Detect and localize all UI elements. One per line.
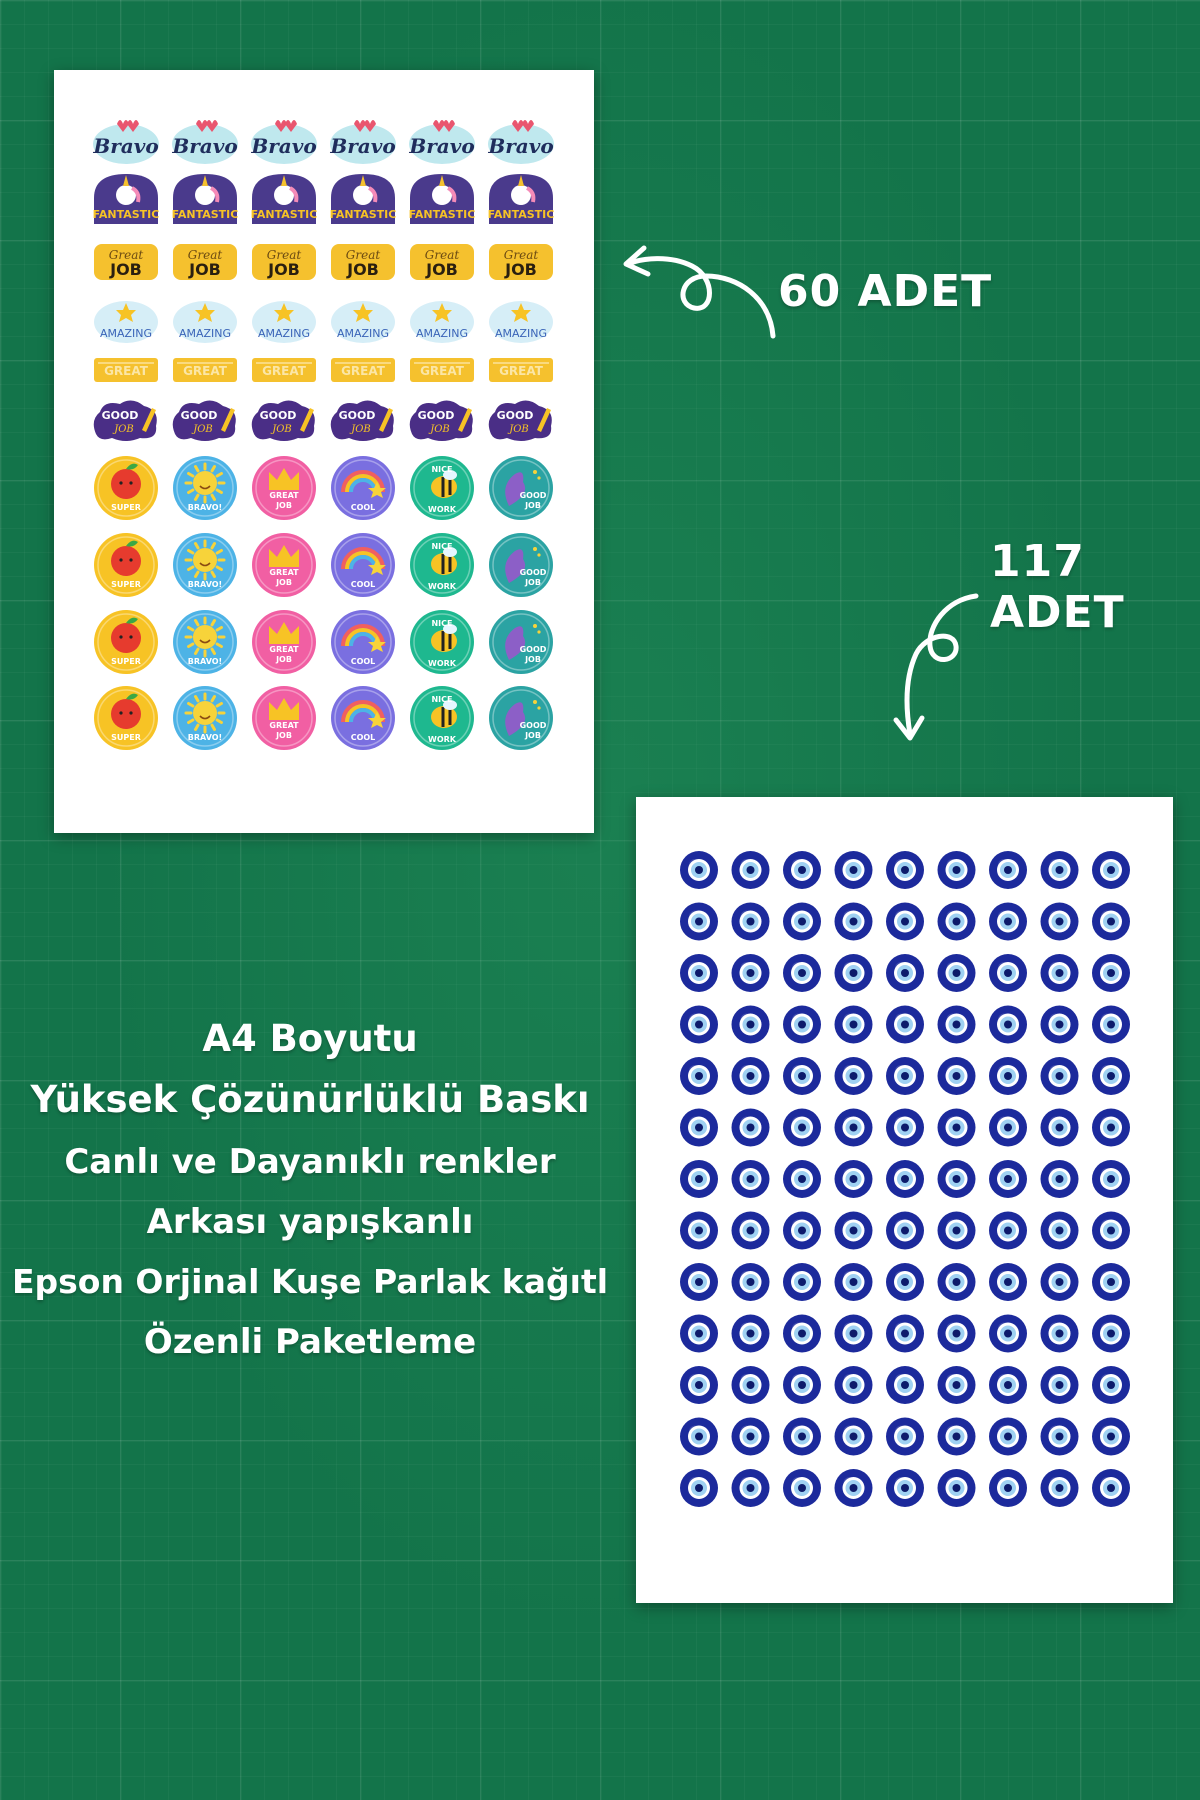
sticker-label: FANTASTIC	[408, 208, 476, 221]
sticker	[487, 120, 554, 164]
evil-eye-icon	[1041, 954, 1079, 992]
evil-eye-icon	[1092, 954, 1130, 992]
evil-eye-icon	[835, 1057, 873, 1095]
sticker	[410, 610, 474, 674]
evil-eye-icon	[989, 1057, 1027, 1095]
evil-eye-icon	[1092, 1469, 1130, 1507]
sticker	[94, 244, 158, 280]
sticker-label: Great	[503, 248, 539, 262]
sticker-label-line: GOOD	[519, 568, 547, 577]
sticker-label-line: NICE	[431, 695, 453, 704]
evil-eye-icon	[938, 954, 976, 992]
sticker-label: JOB	[193, 424, 213, 435]
evil-eye-icon	[886, 1366, 924, 1404]
sticker-label: JOB	[110, 260, 142, 279]
evil-eye-icon	[886, 1469, 924, 1507]
sticker-label: JOB	[347, 260, 379, 279]
sticker-label-line: WORK	[428, 735, 456, 744]
sticker	[173, 610, 237, 674]
sticker-label: FANTASTIC	[329, 208, 397, 221]
evil-eye-icon	[886, 1006, 924, 1044]
evil-eye-icon	[989, 1469, 1027, 1507]
sticker-label: Bravo	[172, 134, 238, 158]
evil-eye-icon	[732, 1057, 770, 1095]
sticker-label: FANTASTIC	[171, 208, 239, 221]
sticker	[410, 358, 474, 382]
sticker	[94, 533, 158, 597]
sticker-label: AMAZING	[178, 327, 232, 340]
evil-eye-icon	[1092, 1212, 1130, 1250]
evil-eye-icon	[886, 1212, 924, 1250]
evil-eye-icon	[835, 1469, 873, 1507]
achievement-sticker-sheet	[54, 70, 594, 833]
curved-arrow-icon	[876, 588, 996, 748]
sticker	[252, 301, 316, 343]
sticker-label: AMAZING	[415, 327, 469, 340]
evil-eye-icon	[886, 1057, 924, 1095]
sticker-label: GREAT	[420, 364, 464, 378]
feature-item: Özenli Paketleme	[143, 1322, 477, 1362]
sticker	[173, 301, 237, 343]
sticker-label-line: JOB	[525, 655, 541, 664]
sticker	[93, 174, 160, 224]
sticker-label: JOB	[272, 424, 292, 435]
sticker-label: GOOD	[180, 409, 218, 422]
evil-eye-icon	[938, 1212, 976, 1250]
sticker-label: Great	[266, 248, 302, 262]
sticker-label-line: GOOD	[519, 721, 547, 730]
sticker-label: SUPER	[111, 657, 141, 666]
evil-eye-icon	[732, 1366, 770, 1404]
evil-eye-icon	[1092, 1366, 1130, 1404]
evil-eye-icon	[1092, 1315, 1130, 1353]
sticker-label: COOL	[350, 503, 376, 512]
sticker-label: Great	[187, 248, 223, 262]
evil-eye-icon	[835, 1418, 873, 1456]
evil-eye-icon	[680, 1263, 718, 1301]
sticker	[252, 358, 316, 382]
evil-eye-icon	[989, 1263, 1027, 1301]
sticker-label-line: JOB	[276, 501, 292, 510]
evil-eye-icon	[732, 1109, 770, 1147]
sticker-label: SUPER	[111, 733, 141, 742]
evil-eye-icon	[783, 1109, 821, 1147]
sticker-label: GREAT	[262, 364, 306, 378]
evil-eye-icon	[1041, 1006, 1079, 1044]
evil-eye-icon	[938, 1263, 976, 1301]
evil-eye-icon	[989, 1006, 1027, 1044]
sticker-label: Great	[108, 248, 144, 262]
sticker-label: AMAZING	[257, 327, 311, 340]
sticker	[252, 456, 316, 520]
sticker	[488, 174, 555, 224]
evil-eye-icon	[732, 851, 770, 889]
sticker	[172, 174, 239, 224]
sticker	[252, 610, 316, 674]
evil-eye-icon	[835, 1212, 873, 1250]
sticker-label: Great	[424, 248, 460, 262]
sticker	[489, 610, 553, 674]
sticker-label: COOL	[350, 580, 376, 589]
sticker-label-line: NICE	[431, 542, 453, 551]
evil-eye-icon	[989, 1366, 1027, 1404]
evil-eye-icon	[783, 1057, 821, 1095]
evil-eye-icon	[886, 903, 924, 941]
evil-eye-icon	[835, 1109, 873, 1147]
evil-eye-icon	[783, 1263, 821, 1301]
sticker	[252, 533, 316, 597]
evil-eye-sticker-sheet	[636, 797, 1173, 1603]
evil-eye-icon	[835, 954, 873, 992]
evil-eye-icon	[938, 1006, 976, 1044]
evil-eye-icon	[680, 1418, 718, 1456]
sticker-label: GREAT	[499, 364, 543, 378]
evil-eye-icon	[938, 851, 976, 889]
evil-eye-icon	[886, 1315, 924, 1353]
evil-eye-icon	[835, 903, 873, 941]
sticker-label: JOB	[505, 260, 537, 279]
evil-eye-icon	[732, 1263, 770, 1301]
sticker-label: Bravo	[488, 134, 554, 158]
sticker-label: BRAVO!	[187, 503, 223, 512]
sticker-label: JOB	[430, 424, 450, 435]
evil-eye-icon	[835, 851, 873, 889]
sticker	[409, 174, 476, 224]
sticker-label-line: WORK	[428, 582, 456, 591]
sticker-label: JOB	[189, 260, 221, 279]
evil-eye-icon	[680, 903, 718, 941]
evil-eye-icon	[732, 1212, 770, 1250]
evil-eye-icon	[680, 1315, 718, 1353]
sticker	[331, 358, 395, 382]
sticker	[331, 610, 395, 674]
sticker-label: JOB	[351, 424, 371, 435]
sticker	[489, 244, 553, 280]
evil-eye-icon	[1041, 1212, 1079, 1250]
sticker	[489, 400, 552, 441]
evil-eye-icon	[989, 851, 1027, 889]
sticker-label-line: JOB	[525, 731, 541, 740]
evil-eye-icon	[989, 1160, 1027, 1198]
evil-eye-icon	[938, 1418, 976, 1456]
sticker	[408, 120, 475, 164]
evil-eye-icon	[989, 954, 1027, 992]
evil-eye-icon	[886, 851, 924, 889]
sticker	[92, 120, 159, 164]
sticker-label: BRAVO!	[187, 733, 223, 742]
evil-eye-icon	[938, 1160, 976, 1198]
evil-eye-icon	[989, 1212, 1027, 1250]
sticker-label: JOB	[426, 260, 458, 279]
evil-eye-icon	[1092, 1006, 1130, 1044]
sticker-label: GOOD	[101, 409, 139, 422]
sticker-label: GREAT	[183, 364, 227, 378]
evil-eye-icon	[1041, 1469, 1079, 1507]
sticker	[173, 244, 237, 280]
feature-item: Yüksek Çözünürlüklü Baskı	[30, 1078, 590, 1121]
feature-item: Canlı ve Dayanıklı renkler	[64, 1142, 556, 1182]
sticker-label: JOB	[114, 424, 134, 435]
sticker	[173, 400, 236, 441]
sticker	[329, 120, 396, 164]
sticker	[331, 686, 395, 750]
evil-eye-icon	[783, 903, 821, 941]
sticker	[410, 400, 473, 441]
evil-eye-icon	[886, 1109, 924, 1147]
evil-eye-icon	[835, 1315, 873, 1353]
sticker	[252, 686, 316, 750]
evil-eye-icon	[938, 1057, 976, 1095]
evil-eye-icon	[886, 1160, 924, 1198]
sticker	[410, 456, 474, 520]
sticker-label-line: WORK	[428, 505, 456, 514]
evil-eye-icon	[1041, 1315, 1079, 1353]
evil-eye-icon	[1092, 1418, 1130, 1456]
sticker-label-line: NICE	[431, 465, 453, 474]
feature-item: Arkası yapışkanlı	[146, 1202, 474, 1242]
curved-arrow-icon	[620, 236, 780, 346]
sticker	[331, 400, 394, 441]
evil-eye-sticker-grid	[636, 797, 1173, 1603]
sticker-label: FANTASTIC	[487, 208, 555, 221]
sticker-label-line: JOB	[276, 731, 292, 740]
evil-eye-icon	[938, 1469, 976, 1507]
evil-eye-icon	[680, 1109, 718, 1147]
achievement-sticker-grid	[54, 70, 594, 833]
evil-eye-icon	[1041, 851, 1079, 889]
sticker-label-line: GOOD	[519, 491, 547, 500]
sticker	[489, 533, 553, 597]
sticker-count-label: 117 ADET	[990, 536, 1125, 638]
evil-eye-icon	[1041, 903, 1079, 941]
evil-eye-icon	[732, 1469, 770, 1507]
sticker	[94, 358, 158, 382]
sticker	[171, 120, 238, 164]
sticker-label: JOB	[509, 424, 529, 435]
feature-list	[0, 1010, 620, 1372]
sticker	[94, 400, 157, 441]
evil-eye-icon	[835, 1160, 873, 1198]
evil-eye-icon	[1092, 1109, 1130, 1147]
evil-eye-icon	[938, 1109, 976, 1147]
sticker-label-line: JOB	[525, 501, 541, 510]
evil-eye-icon	[732, 1315, 770, 1353]
evil-eye-icon	[783, 851, 821, 889]
evil-eye-icon	[732, 954, 770, 992]
evil-eye-icon	[783, 954, 821, 992]
evil-eye-icon	[680, 1469, 718, 1507]
sticker-label: GREAT	[341, 364, 385, 378]
evil-eye-icon	[1092, 851, 1130, 889]
evil-eye-icon	[680, 954, 718, 992]
sticker	[489, 686, 553, 750]
sticker	[410, 533, 474, 597]
evil-eye-icon	[1041, 1160, 1079, 1198]
sticker-label: AMAZING	[336, 327, 390, 340]
evil-eye-icon	[680, 1006, 718, 1044]
sticker-label: SUPER	[111, 580, 141, 589]
sticker-label-line: JOB	[525, 578, 541, 587]
sticker-label: FANTASTIC	[250, 208, 318, 221]
evil-eye-icon	[1041, 1418, 1079, 1456]
evil-eye-icon	[680, 851, 718, 889]
sticker-label-line: JOB	[276, 578, 292, 587]
sticker-label-line: GREAT	[269, 568, 299, 577]
evil-eye-icon	[1092, 1057, 1130, 1095]
evil-eye-icon	[835, 1366, 873, 1404]
sticker-label-line: GREAT	[269, 645, 299, 654]
evil-eye-icon	[938, 903, 976, 941]
sticker-label-line: JOB	[276, 655, 292, 664]
sticker	[173, 533, 237, 597]
evil-eye-icon	[989, 1315, 1027, 1353]
feature-item: A4 Boyutu	[202, 1017, 418, 1060]
evil-eye-icon	[680, 1057, 718, 1095]
feature-item: Epson Orjinal Kuşe Parlak kağıtl	[11, 1262, 609, 1301]
sticker-label: GOOD	[417, 409, 455, 422]
sticker-label: Bravo	[409, 134, 475, 158]
sticker-label: AMAZING	[494, 327, 548, 340]
sticker	[410, 301, 474, 343]
sticker-label: SUPER	[111, 503, 141, 512]
sticker-label-line: GOOD	[519, 645, 547, 654]
sticker-label: COOL	[350, 657, 376, 666]
evil-eye-icon	[886, 1263, 924, 1301]
sticker	[173, 686, 237, 750]
sticker-label: JOB	[268, 260, 300, 279]
sticker	[94, 456, 158, 520]
sticker	[173, 456, 237, 520]
evil-eye-icon	[732, 1006, 770, 1044]
evil-eye-icon	[1092, 1263, 1130, 1301]
sticker-label-line: GREAT	[269, 491, 299, 500]
evil-eye-icon	[989, 1109, 1027, 1147]
sticker-label: COOL	[350, 733, 376, 742]
sticker	[331, 533, 395, 597]
sticker-label: Great	[345, 248, 381, 262]
sticker	[94, 610, 158, 674]
sticker	[173, 358, 237, 382]
evil-eye-icon	[1041, 1366, 1079, 1404]
evil-eye-icon	[680, 1160, 718, 1198]
evil-eye-icon	[1041, 1263, 1079, 1301]
evil-eye-icon	[783, 1006, 821, 1044]
evil-eye-icon	[1041, 1109, 1079, 1147]
sticker-label: Bravo	[93, 134, 159, 158]
evil-eye-icon	[938, 1315, 976, 1353]
sticker	[489, 456, 553, 520]
evil-eye-icon	[1092, 903, 1130, 941]
evil-eye-icon	[1092, 1160, 1130, 1198]
sticker	[331, 301, 395, 343]
evil-eye-icon	[680, 1212, 718, 1250]
sticker-label: BRAVO!	[187, 580, 223, 589]
evil-eye-icon	[732, 1418, 770, 1456]
evil-eye-icon	[680, 1366, 718, 1404]
evil-eye-icon	[732, 1160, 770, 1198]
sticker	[94, 686, 158, 750]
sticker	[489, 358, 553, 382]
sticker	[330, 174, 397, 224]
sticker	[489, 301, 553, 343]
sticker-label: GREAT	[104, 364, 148, 378]
sticker	[250, 120, 317, 164]
sticker	[252, 244, 316, 280]
evil-eye-icon	[783, 1366, 821, 1404]
evil-eye-icon	[783, 1469, 821, 1507]
sticker-label: GOOD	[338, 409, 376, 422]
evil-eye-icon	[835, 1006, 873, 1044]
sticker	[94, 301, 158, 343]
sticker-label: BRAVO!	[187, 657, 223, 666]
sticker-label: AMAZING	[99, 327, 153, 340]
sticker-count-label: 60 ADET	[778, 266, 993, 317]
sticker-label: GOOD	[259, 409, 297, 422]
evil-eye-icon	[886, 1418, 924, 1456]
evil-eye-icon	[886, 954, 924, 992]
evil-eye-icon	[783, 1315, 821, 1353]
evil-eye-icon	[835, 1263, 873, 1301]
evil-eye-icon	[732, 903, 770, 941]
sticker	[331, 244, 395, 280]
evil-eye-icon	[783, 1418, 821, 1456]
evil-eye-icon	[783, 1160, 821, 1198]
evil-eye-icon	[1041, 1057, 1079, 1095]
sticker-label: Bravo	[330, 134, 396, 158]
sticker	[410, 244, 474, 280]
sticker	[252, 400, 315, 441]
sticker-label: Bravo	[251, 134, 317, 158]
sticker-label: GOOD	[496, 409, 534, 422]
sticker-label-line: NICE	[431, 619, 453, 628]
sticker-label-line: GREAT	[269, 721, 299, 730]
evil-eye-icon	[989, 903, 1027, 941]
sticker-label-line: WORK	[428, 659, 456, 668]
sticker	[331, 456, 395, 520]
sticker-label: FANTASTIC	[92, 208, 160, 221]
sticker	[251, 174, 318, 224]
sticker	[410, 686, 474, 750]
evil-eye-icon	[938, 1366, 976, 1404]
evil-eye-icon	[989, 1418, 1027, 1456]
evil-eye-icon	[783, 1212, 821, 1250]
